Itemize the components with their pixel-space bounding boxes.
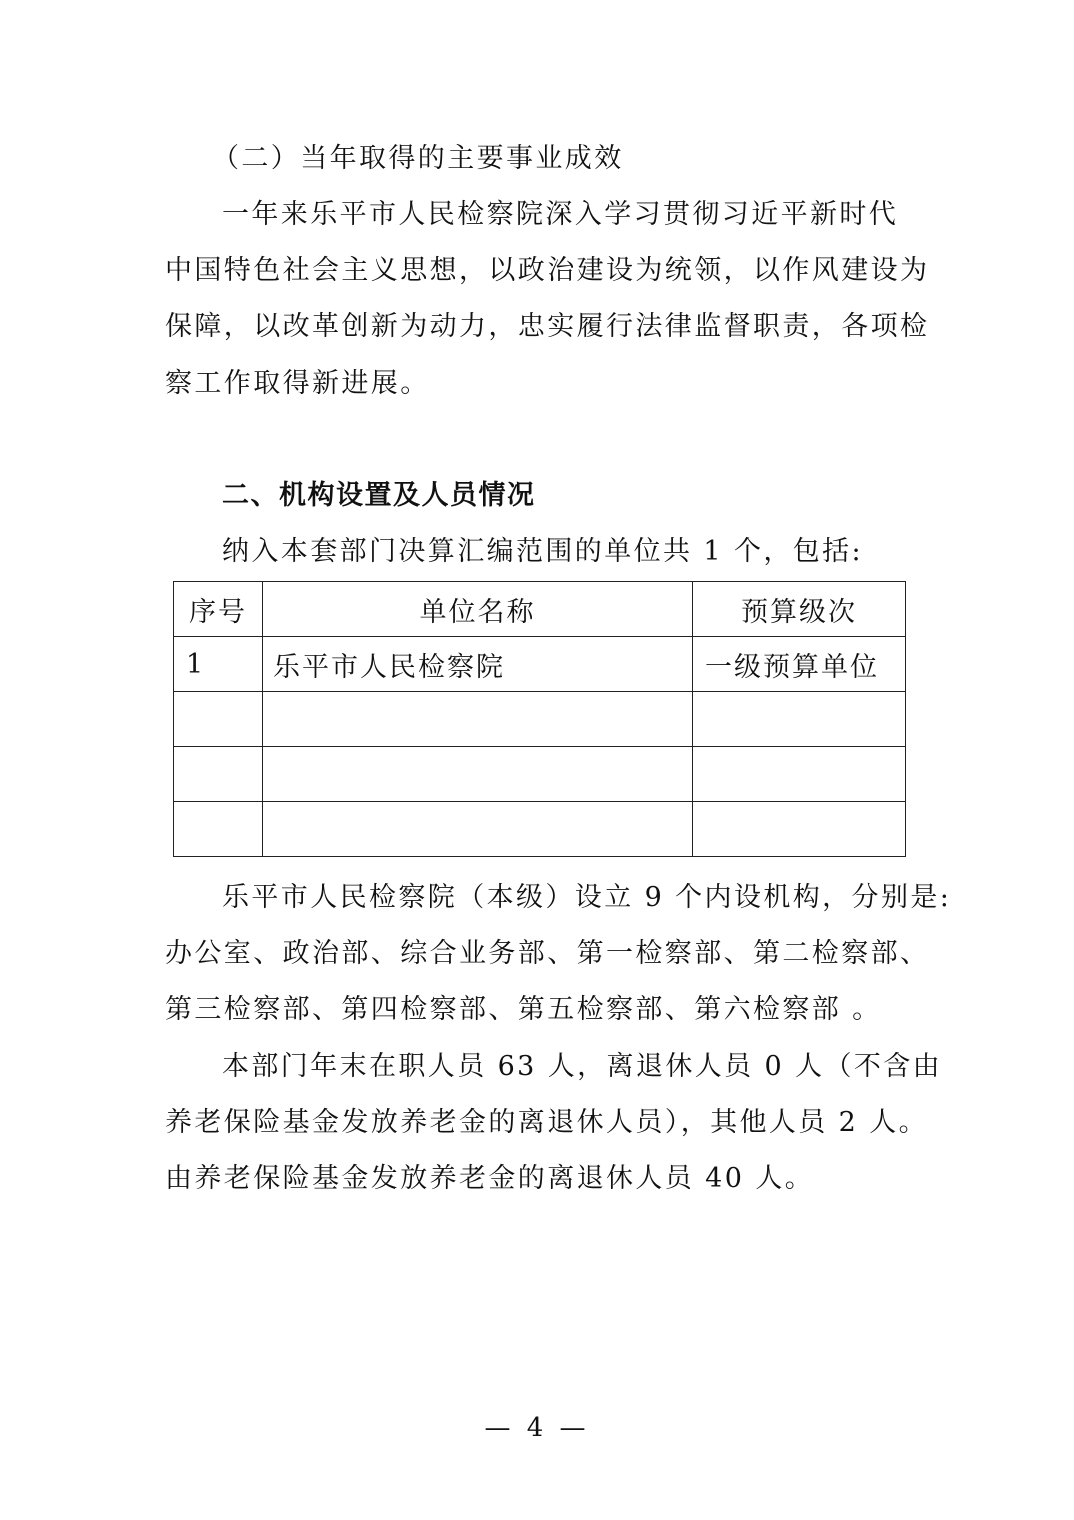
subsection-title: （二）当年取得的主要事业成效 [212,143,624,174]
cell-budget-level [693,802,906,857]
table-row [174,637,906,692]
paragraph-line: 察工作取得新进展。 [165,368,430,399]
cell-budget-level [693,747,906,802]
paragraph-line: 养老保险基金发放养老金的离退休人员），其他人员 2 人。 [165,1107,929,1138]
cell-unit-name [263,802,693,857]
header-budget-level: 预算级次 [693,582,906,637]
header-unit-name: 单位名称 [263,582,693,637]
paragraph-line: 第三检察部、第四检察部、第五检察部、第六检察部 。 [165,994,882,1025]
cell-unit-name [263,747,693,802]
paragraph-line: 本部门年末在职人员 63 人，离退休人员 0 人（不含由 [222,1051,943,1082]
paragraph-line: 办公室、政治部、综合业务部、第一检察部、第二检察部、 [165,938,930,969]
cell-budget-level [693,692,906,747]
header-seq: 序号 [174,582,263,637]
scope-intro: 纳入本套部门决算汇编范围的单位共 1 个，包括: [222,536,864,567]
cell-budget-level: 一级预算单位 [693,637,906,692]
cell-seq [174,692,263,747]
unit-table [173,581,906,857]
paragraph-line: 由养老保险基金发放养老金的离退休人员 40 人。 [165,1163,815,1194]
cell-unit-name [263,692,693,747]
cell-seq [174,747,263,802]
paragraph-line: 保障，以改革创新为动力，忠实履行法律监督职责，各项检 [165,311,930,342]
paragraph-line: 乐平市人民检察院（本级）设立 9 个内设机构，分别是: [222,882,952,913]
table-row [174,802,906,857]
page-number: — 4 — [484,1413,590,1443]
table-header-row [174,582,906,637]
paragraph-line: 一年来乐平市人民检察院深入学习贯彻习近平新时代 [222,199,899,230]
cell-seq [174,802,263,857]
cell-unit-name: 乐平市人民检察院 [263,637,693,692]
paragraph-line: 中国特色社会主义思想，以政治建设为统领，以作风建设为 [165,255,930,286]
table-row [174,747,906,802]
table-row [174,692,906,747]
section-title: 二、机构设置及人员情况 [222,480,536,511]
cell-seq: 1 [174,637,263,692]
